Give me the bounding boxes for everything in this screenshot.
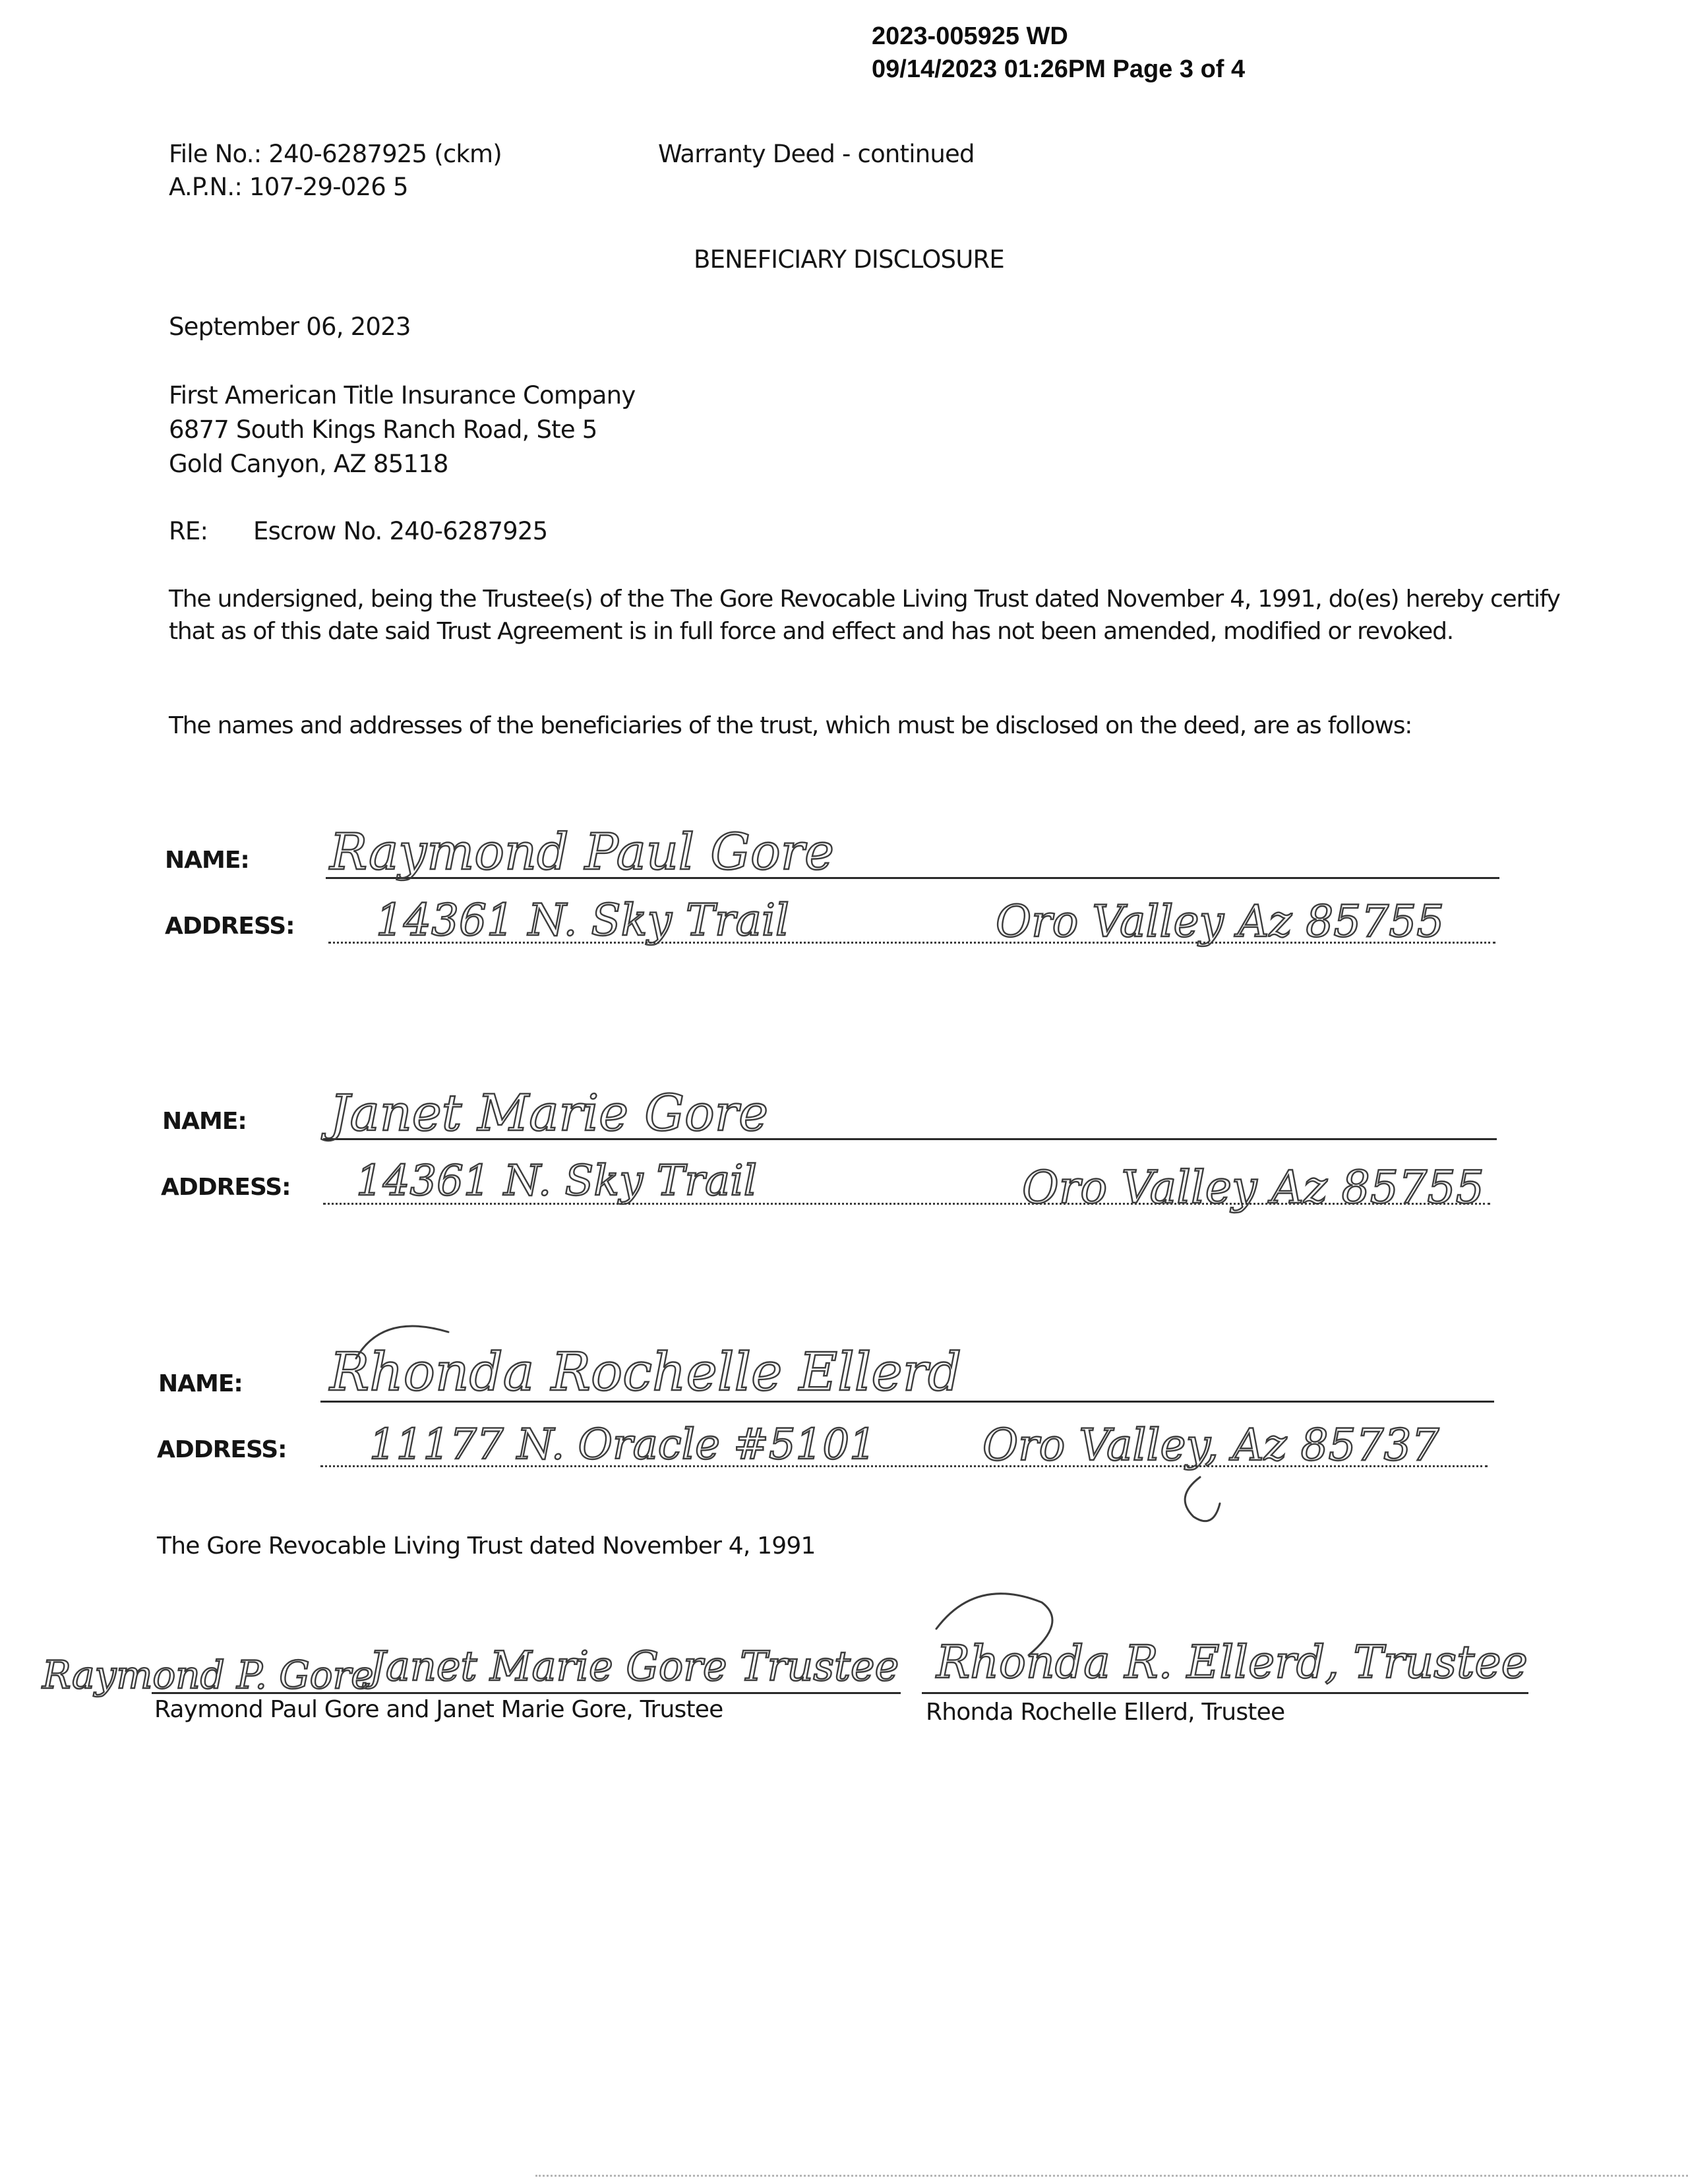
addressee-street: 6877 South Kings Ranch Road, Ste 5 (169, 415, 597, 444)
recording-doc-number: 2023-005925 WD (872, 22, 1068, 50)
file-number: File No.: 240-6287925 (ckm) (169, 140, 502, 168)
re-label: RE: (169, 517, 208, 545)
beneficiary-2-handwritten-city: Oro Valley Az 85755 (1022, 1162, 1484, 1214)
beneficiary-2-name-label: NAME: (162, 1108, 247, 1135)
beneficiary-3-address-label: ADDRESS: (157, 1436, 287, 1463)
signature-line-left (152, 1692, 901, 1694)
beneficiaries-intro: The names and addresses of the beneficiaries of the trust, which must be disclosed on the deed, are as follows: (169, 712, 1412, 739)
beneficiary-2-handwritten-name: Janet Marie Gore (330, 1083, 769, 1142)
beneficiary-1-address-label: ADDRESS: (165, 913, 295, 940)
re-escrow-number: Escrow No. 240-6287925 (253, 517, 548, 545)
apn-number: A.P.N.: 107-29-026 5 (169, 173, 408, 201)
page-bottom-edge (535, 2175, 1688, 2177)
recording-timestamp: 09/14/2023 01:26PM Page 3 of 4 (872, 55, 1246, 83)
beneficiary-3-name-label: NAME: (158, 1370, 243, 1397)
beneficiary-3-handwritten-street: 11177 N. Oracle #5101 (369, 1420, 876, 1469)
beneficiary-1-name-label: NAME: (165, 847, 249, 874)
beneficiary-1-handwritten-street: 14361 N. Sky Trail (376, 895, 790, 946)
signature-rhonda: Rhonda R. Ellerd, Trustee (936, 1637, 1528, 1689)
deed-title: Warranty Deed - continued (658, 140, 975, 168)
beneficiary-1-handwritten-name: Raymond Paul Gore (330, 822, 835, 881)
trust-name: The Gore Revocable Living Trust dated November 4, 1991 (157, 1532, 816, 1560)
beneficiary-2-handwritten-street: 14361 N. Sky Trail (356, 1157, 758, 1205)
addressee-city: Gold Canyon, AZ 85118 (169, 450, 448, 478)
addressee-company: First American Title Insurance Company (169, 381, 636, 410)
signature-janet: Janet Marie Gore Trustee (369, 1642, 899, 1690)
page-title: BENEFICIARY DISCLOSURE (694, 245, 1004, 274)
signature-caption-right: Rhonda Rochelle Ellerd, Trustee (926, 1699, 1285, 1726)
letter-date: September 06, 2023 (169, 313, 411, 341)
beneficiary-1-handwritten-city: Oro Valley Az 85755 (996, 896, 1445, 947)
signature-line-right (922, 1692, 1528, 1694)
beneficiary-3-handwritten-city: Oro Valley, Az 85737 (982, 1420, 1439, 1471)
signature-raymond: Raymond P. Gore (42, 1653, 374, 1697)
beneficiary-2-address-label: ADDRESS: (161, 1174, 291, 1201)
beneficiary-3-handwritten-name: Rhonda Rochelle Ellerd (330, 1341, 962, 1403)
handwriting-flourish (1185, 1477, 1220, 1521)
certification-paragraph: The undersigned, being the Trustee(s) of the The Gore Revocable Living Trust dated November 4, 1991, do(es) hereby certify that as of this date said Trust Agreement is in full force and effect and has not been amended, modified or revoked. (169, 586, 1560, 645)
signature-caption-left: Raymond Paul Gore and Janet Marie Gore, Trustee (154, 1696, 723, 1723)
